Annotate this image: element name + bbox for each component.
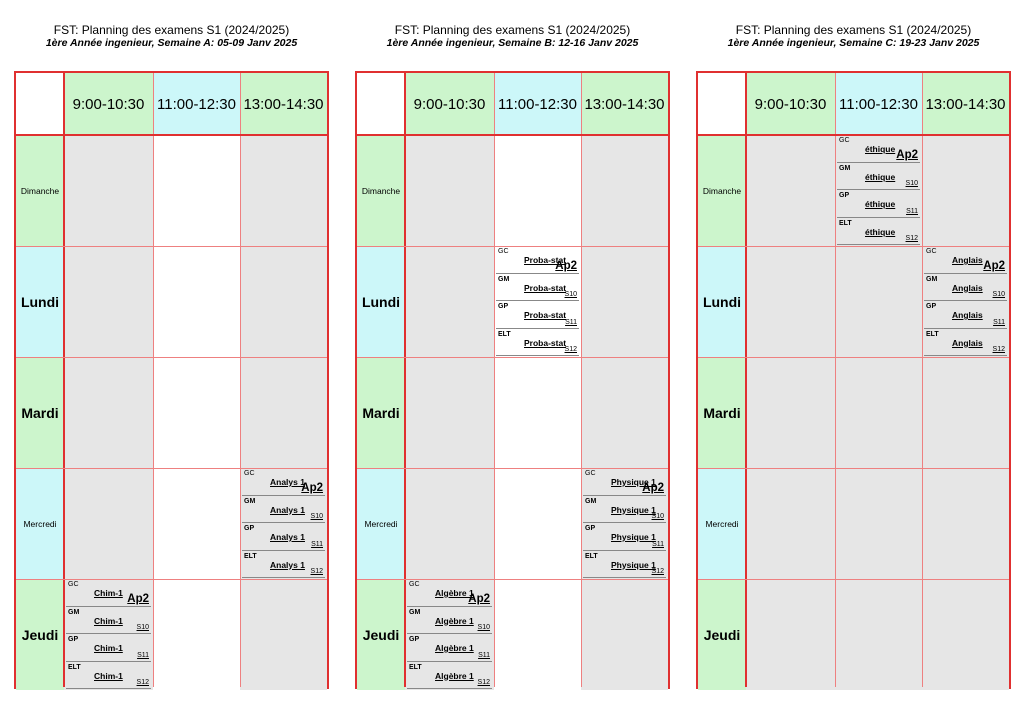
- room-code: S10: [310, 513, 323, 520]
- slot-header-3: [922, 73, 1009, 135]
- slot-header-2: [494, 73, 581, 135]
- day-name: Lundi: [20, 293, 60, 310]
- slot-header-label: 9:00-10:30: [413, 95, 486, 113]
- schedule-cell: [240, 135, 327, 246]
- slot-header-1: [64, 73, 153, 135]
- day-label-lundi: [698, 246, 746, 357]
- schedule-cell: [922, 579, 1009, 690]
- room-code: Ap2: [642, 481, 664, 494]
- exam-block: [924, 246, 1007, 356]
- exam-subject: éthique: [865, 226, 896, 237]
- day-name: Mardi: [703, 404, 741, 421]
- exam-subject: Analys 1: [270, 477, 305, 487]
- exam-entry: [407, 579, 492, 607]
- day-label-dimanche: [357, 135, 405, 246]
- slot-header-label: 9:00-10:30: [72, 95, 145, 113]
- group-code: GP: [926, 303, 937, 310]
- room-code: S10: [136, 624, 149, 631]
- exam-subject: Algèbre 1: [435, 643, 474, 653]
- exam-entry: [496, 246, 579, 274]
- group-code: ELT: [585, 552, 598, 560]
- room-code: S12: [477, 679, 490, 686]
- grid-line: [16, 468, 327, 469]
- slot-header-label: 11:00-12:30: [839, 95, 918, 113]
- room-code: S10: [905, 180, 918, 187]
- exam-subject: Anglais: [952, 337, 983, 348]
- room-code: S12: [651, 568, 664, 575]
- room-code: Ap2: [127, 592, 149, 605]
- room-code: S12: [992, 346, 1005, 353]
- slot-header-1: [746, 73, 835, 135]
- grid-line: [581, 73, 582, 687]
- day-label-jeudi: [357, 579, 405, 690]
- grid-line: [357, 134, 668, 136]
- panel-subtitle: 1ère Année ingenieur, Semaine B: 12-16 Janv 2025: [386, 37, 639, 49]
- exam-entry: [583, 523, 666, 551]
- day-label-mercredi: [698, 468, 746, 579]
- exam-subject: Physique 1: [611, 477, 656, 487]
- room-code: S11: [993, 318, 1005, 326]
- group-code: GC: [498, 248, 509, 255]
- schedule-cell: [405, 135, 494, 246]
- exam-subject: Proba-stat: [524, 337, 567, 348]
- exam-entry: [837, 218, 920, 246]
- grid-line: [698, 134, 1009, 136]
- panel-subtitle: 1ère Année ingenieur, Semaine C: 19-23 Janv 2025: [727, 37, 980, 49]
- group-code: GM: [68, 608, 80, 616]
- schedule-cell: [64, 357, 153, 468]
- group-code: GP: [68, 636, 79, 643]
- room-code: S11: [906, 207, 918, 215]
- day-name: Lundi: [361, 293, 401, 310]
- exam-entry: [583, 496, 666, 524]
- slot-header-3: [240, 73, 327, 135]
- schedule-grid: [696, 71, 1011, 689]
- room-code: S12: [905, 235, 918, 242]
- exam-subject: Anglais: [952, 255, 983, 265]
- exam-entry: [242, 468, 325, 496]
- exam-entry: [924, 329, 1007, 357]
- exam-subject: éthique: [865, 199, 896, 209]
- slot-header-2: [153, 73, 240, 135]
- grid-line: [357, 246, 668, 247]
- grid-line: [16, 246, 327, 247]
- exam-subject: Analys 1: [270, 559, 305, 570]
- exam-entry: [242, 496, 325, 524]
- exam-entry: [66, 579, 151, 607]
- group-code: GM: [839, 164, 851, 172]
- room-code: S11: [137, 651, 149, 659]
- room-code: Ap2: [468, 592, 490, 605]
- room-code: Ap2: [896, 148, 918, 161]
- grid-line: [698, 468, 1009, 469]
- schedule-cell: [153, 357, 240, 468]
- slot-header-label: 9:00-10:30: [754, 95, 827, 113]
- schedule-cell: [922, 357, 1009, 468]
- day-label-lundi: [16, 246, 64, 357]
- schedule-grid: [14, 71, 329, 689]
- slot-header-label: 13:00-14:30: [925, 95, 1006, 113]
- grid-line: [357, 579, 668, 580]
- exam-subject: Proba-stat: [524, 310, 567, 320]
- exam-entry: [66, 634, 151, 662]
- grid-line: [357, 357, 668, 358]
- schedule-cell: [746, 357, 835, 468]
- day-label-dimanche: [698, 135, 746, 246]
- schedule-cell: [746, 135, 835, 246]
- group-code: GC: [926, 248, 937, 255]
- room-code: Ap2: [555, 259, 577, 272]
- exam-entry: [837, 135, 920, 163]
- panel-title: FST: Planning des examens S1 (2024/2025): [53, 23, 290, 37]
- day-name: Jeudi: [21, 626, 59, 643]
- day-label-mardi: [698, 357, 746, 468]
- exam-entry: [583, 468, 666, 496]
- room-code: Ap2: [983, 259, 1005, 272]
- schedule-cell: [153, 468, 240, 579]
- exam-subject: Analys 1: [270, 504, 305, 515]
- schedule-cell: [240, 246, 327, 357]
- exam-block: [496, 246, 579, 356]
- exam-subject: Anglais: [952, 310, 983, 320]
- exam-entry: [66, 662, 151, 690]
- grid-line: [698, 357, 1009, 358]
- room-code: Ap2: [301, 481, 323, 494]
- schedule-cell: [581, 579, 668, 690]
- schedule-cell: [494, 357, 581, 468]
- exam-subject: Physique 1: [611, 559, 656, 570]
- exam-subject: Chim-1: [94, 670, 123, 681]
- exam-entry: [407, 634, 492, 662]
- group-code: GC: [68, 581, 79, 588]
- grid-line: [922, 73, 923, 687]
- exam-entry: [496, 329, 579, 357]
- exam-entry: [407, 607, 492, 635]
- grid-line: [16, 134, 327, 136]
- exam-subject: Anglais: [952, 282, 983, 293]
- day-name: Dimanche: [20, 185, 60, 196]
- exam-block: [583, 468, 666, 578]
- room-code: S11: [311, 540, 323, 548]
- schedule-cell: [581, 246, 668, 357]
- room-code: S10: [651, 513, 664, 520]
- group-code: ELT: [68, 663, 81, 671]
- schedule-cell: [835, 246, 922, 357]
- schedule-cell: [835, 579, 922, 690]
- room-code: S12: [310, 568, 323, 575]
- group-code: GC: [409, 581, 420, 588]
- grid-line: [63, 73, 65, 687]
- day-label-mardi: [16, 357, 64, 468]
- slot-header-label: 13:00-14:30: [243, 95, 324, 113]
- group-code: GP: [244, 525, 255, 532]
- grid-line: [153, 73, 154, 687]
- schedule-cell: [153, 135, 240, 246]
- schedule-cell: [64, 246, 153, 357]
- group-code: ELT: [244, 552, 257, 560]
- grid-line: [835, 73, 836, 687]
- slot-header-label: 11:00-12:30: [157, 95, 236, 113]
- grid-line: [357, 468, 668, 469]
- grid-line: [240, 73, 241, 687]
- group-code: GM: [585, 497, 597, 505]
- exam-entry: [242, 551, 325, 579]
- exam-subject: Physique 1: [611, 504, 656, 515]
- schedule-cell: [64, 135, 153, 246]
- exam-subject: Chim-1: [94, 615, 123, 626]
- exam-entry: [924, 246, 1007, 274]
- day-name: Jeudi: [703, 626, 741, 643]
- group-code: ELT: [498, 330, 511, 338]
- exam-entry: [837, 190, 920, 218]
- exam-block: [407, 579, 492, 689]
- exam-subject: Algèbre 1: [435, 670, 474, 681]
- day-name: Dimanche: [361, 185, 401, 196]
- slot-header-3: [581, 73, 668, 135]
- day-label-mercredi: [16, 468, 64, 579]
- group-code: GM: [498, 275, 510, 283]
- day-name: Dimanche: [702, 185, 742, 196]
- schedule-cell: [746, 579, 835, 690]
- panel-title: FST: Planning des examens S1 (2024/2025): [735, 23, 972, 37]
- exam-subject: Chim-1: [94, 643, 123, 653]
- exam-block: [837, 135, 920, 245]
- day-name: Mercredi: [705, 518, 739, 529]
- group-code: GP: [839, 192, 850, 199]
- exam-subject: éthique: [865, 171, 896, 182]
- day-label-dimanche: [16, 135, 64, 246]
- exam-entry: [242, 523, 325, 551]
- day-name: Mercredi: [23, 518, 57, 529]
- grid-line: [16, 357, 327, 358]
- schedule-cell: [494, 468, 581, 579]
- group-code: GC: [839, 137, 850, 144]
- room-code: S11: [565, 318, 577, 326]
- schedule-cell: [581, 135, 668, 246]
- day-name: Mercredi: [364, 518, 398, 529]
- group-code: GC: [244, 470, 255, 477]
- day-name: Lundi: [702, 293, 742, 310]
- grid-line: [698, 579, 1009, 580]
- exam-block: [242, 468, 325, 578]
- group-code: GP: [585, 525, 596, 532]
- exam-entry: [407, 662, 492, 690]
- grid-line: [698, 246, 1009, 247]
- group-code: GM: [244, 497, 256, 505]
- schedule-cell: [746, 246, 835, 357]
- exam-subject: Proba-stat: [524, 255, 567, 265]
- day-label-jeudi: [16, 579, 64, 690]
- exam-subject: Analys 1: [270, 532, 305, 542]
- day-label-mercredi: [357, 468, 405, 579]
- exam-entry: [496, 301, 579, 329]
- exam-subject: Proba-stat: [524, 282, 567, 293]
- room-code: S12: [136, 679, 149, 686]
- slot-header-label: 11:00-12:30: [498, 95, 577, 113]
- schedule-cell: [153, 579, 240, 690]
- room-code: S10: [992, 291, 1005, 298]
- exam-subject: Algèbre 1: [435, 588, 474, 598]
- exam-entry: [924, 274, 1007, 302]
- schedule-grid: [355, 71, 670, 689]
- exam-subject: Chim-1: [94, 588, 123, 598]
- room-code: S10: [477, 624, 490, 631]
- group-code: ELT: [839, 219, 852, 227]
- group-code: GM: [926, 275, 938, 283]
- group-code: GM: [409, 608, 421, 616]
- day-label-jeudi: [698, 579, 746, 690]
- panel-subtitle: 1ère Année ingenieur, Semaine A: 05-09 Janv 2025: [45, 37, 298, 49]
- exam-entry: [583, 551, 666, 579]
- schedule-cell: [494, 579, 581, 690]
- exam-entry: [496, 274, 579, 302]
- slot-header-2: [835, 73, 922, 135]
- slot-header-label: 13:00-14:30: [584, 95, 665, 113]
- grid-line: [16, 579, 327, 580]
- schedule-cell: [494, 135, 581, 246]
- schedule-cell: [240, 579, 327, 690]
- exam-entry: [66, 607, 151, 635]
- grid-line: [404, 73, 406, 687]
- group-code: ELT: [409, 663, 422, 671]
- schedule-cell: [405, 357, 494, 468]
- schedule-cell: [153, 246, 240, 357]
- exam-subject: Physique 1: [611, 532, 656, 542]
- room-code: S10: [564, 291, 577, 298]
- schedule-cell: [581, 357, 668, 468]
- exam-block: [66, 579, 151, 689]
- grid-line: [494, 73, 495, 687]
- panel-title: FST: Planning des examens S1 (2024/2025): [394, 23, 631, 37]
- room-code: S12: [564, 346, 577, 353]
- exam-entry: [924, 301, 1007, 329]
- schedule-cell: [405, 468, 494, 579]
- grid-corner: [16, 73, 64, 135]
- grid-line: [745, 73, 747, 687]
- exam-entry: [837, 163, 920, 191]
- group-code: GP: [498, 303, 509, 310]
- schedule-cell: [922, 135, 1009, 246]
- schedule-cell: [922, 468, 1009, 579]
- schedule-cell: [746, 468, 835, 579]
- schedule-cell: [64, 468, 153, 579]
- schedule-cell: [405, 246, 494, 357]
- exam-subject: Algèbre 1: [435, 615, 474, 626]
- room-code: S11: [478, 651, 490, 659]
- day-label-lundi: [357, 246, 405, 357]
- group-code: GP: [409, 636, 420, 643]
- schedule-cell: [835, 357, 922, 468]
- day-name: Mardi: [362, 404, 400, 421]
- grid-corner: [357, 73, 405, 135]
- room-code: S11: [652, 540, 664, 548]
- day-name: Jeudi: [362, 626, 400, 643]
- exam-subject: éthique: [865, 144, 896, 154]
- schedule-cell: [240, 357, 327, 468]
- schedule-cell: [835, 468, 922, 579]
- slot-header-1: [405, 73, 494, 135]
- day-label-mardi: [357, 357, 405, 468]
- grid-corner: [698, 73, 746, 135]
- group-code: GC: [585, 470, 596, 477]
- day-name: Mardi: [21, 404, 59, 421]
- group-code: ELT: [926, 330, 939, 338]
